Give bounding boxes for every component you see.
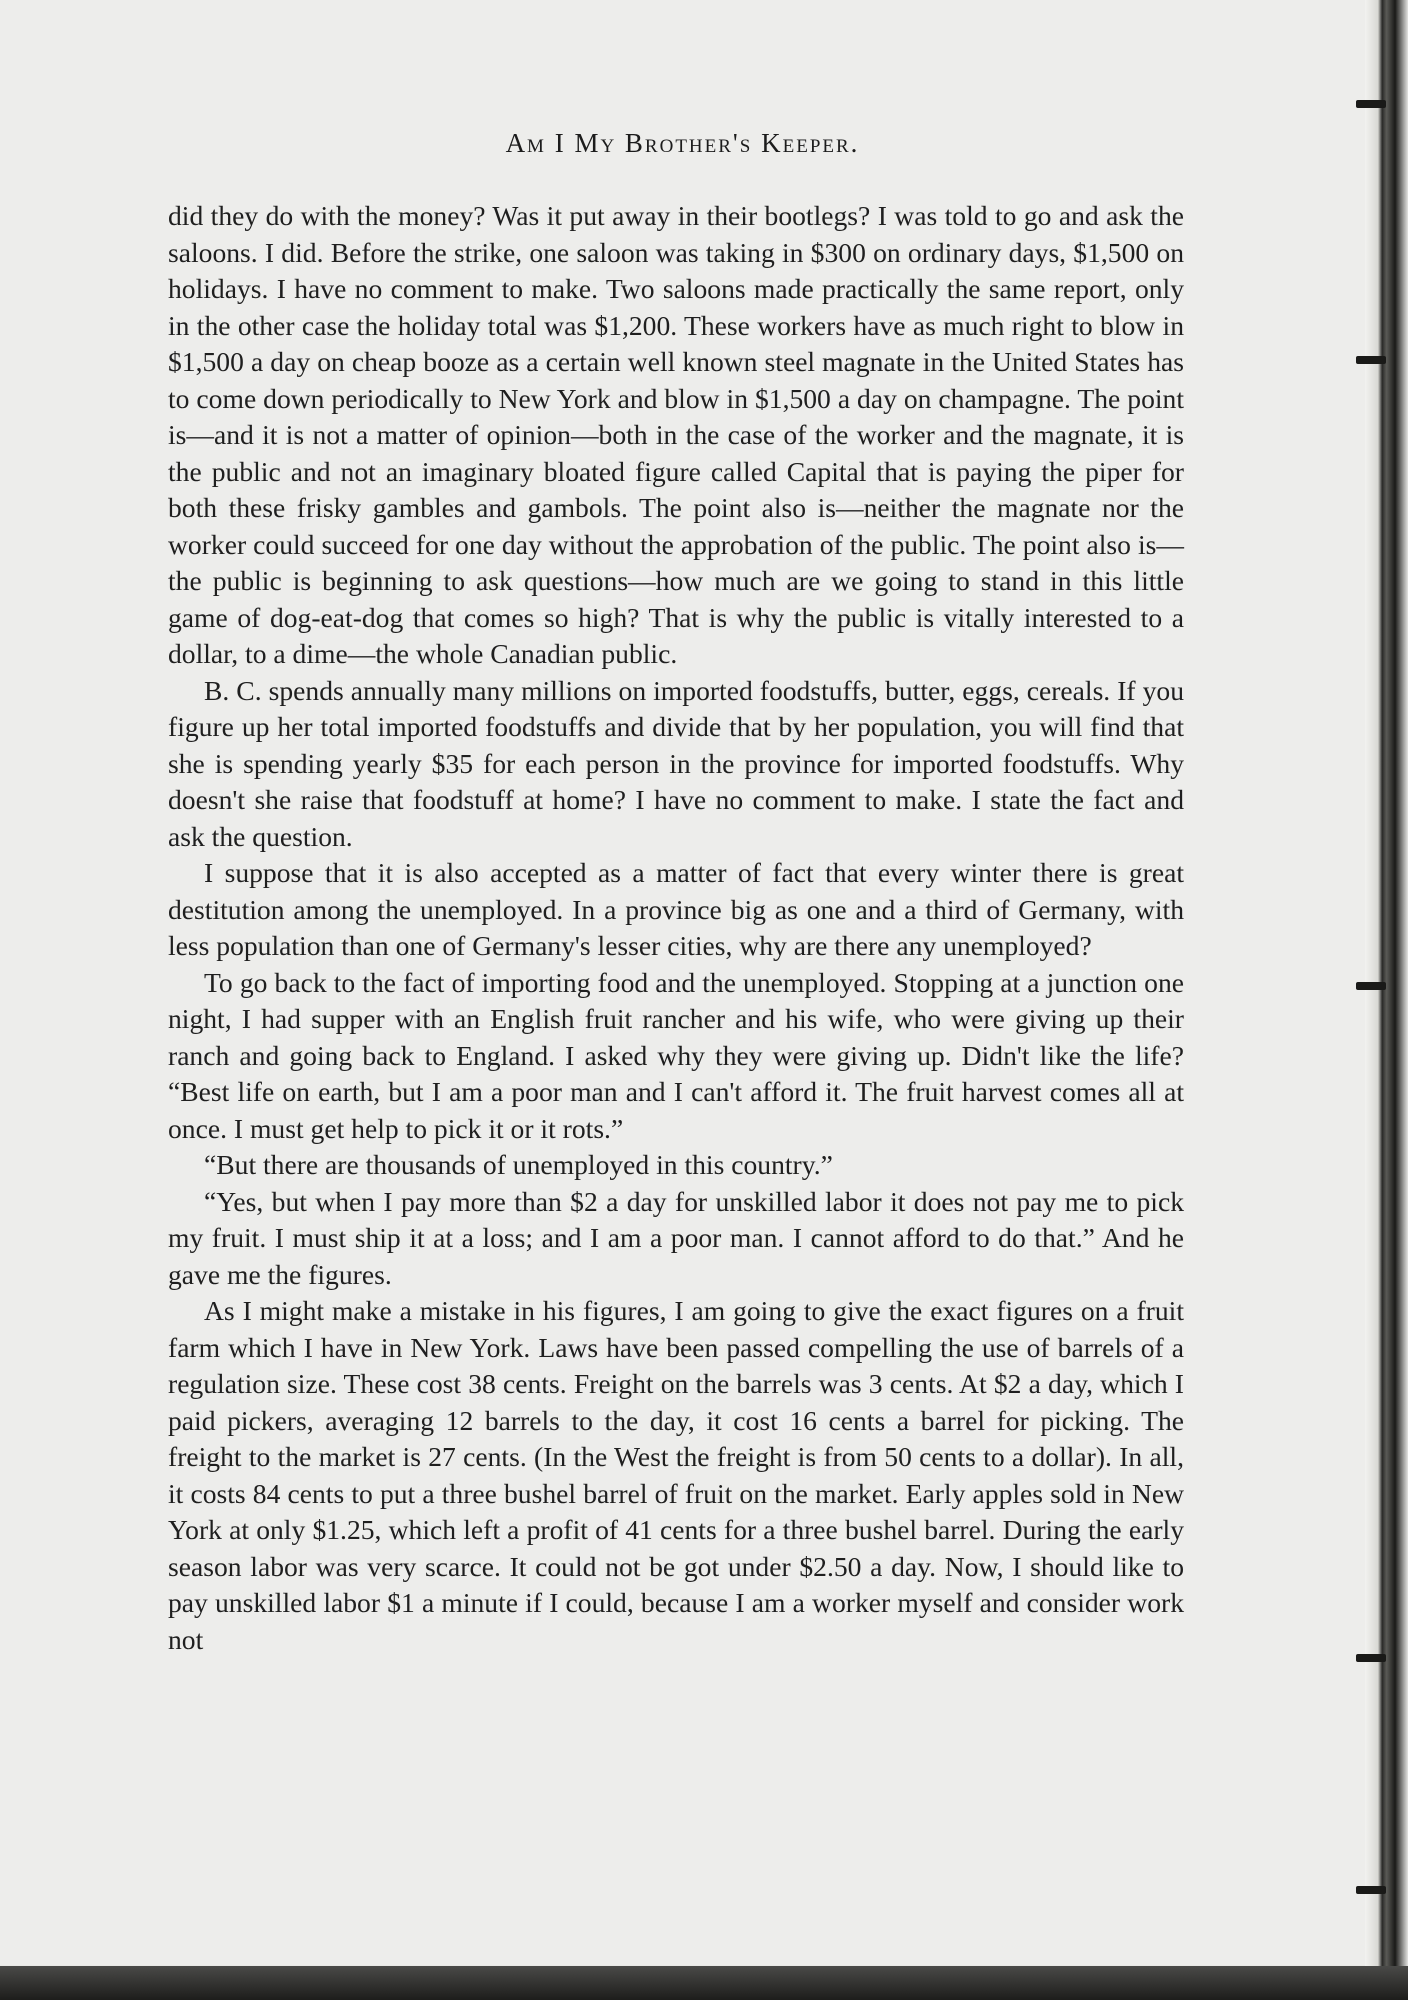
binding-stitch <box>1356 982 1386 990</box>
scan-bottom-edge <box>0 1966 1408 2000</box>
paragraph: As I might make a mistake in his figures, I am going to give the exact figures on a fruit farm which I have in New York. Laws have been passed compelling the use of barrels of a regulation size. These cost 38 cents. Freight on the barrels was 3 cents. At $2 a day, which I paid pickers, averaging 12 barrels to the day, it cost 16 cents a barrel for picking. The freight to the market is 27 cents. (In the West the freight is from 50 cents to a dollar). In all, it costs 84 cents to put a three bushel barrel of fruit on the market. Early apples sold in New York at only $1.25, which left a profit of 41 cents for a three bushel barrel. During the early season labor was very scarce. It could not be got under $2.50 a day. Now, I should like to pay unskilled labor $1 a minute if I could, because I am a worker myself and consider work not <box>168 1295 1184 1655</box>
paragraph: B. C. spends annually many millions on imported foodstuffs, butter, eggs, cereals. If you figure up her total imported foodstuffs and divide that by her population, you will find that she is spending yearly $35 for each person in the province for imported foodstuffs. Why doesn't she raise that foodstuff at home? I have no comment to make. I state the fact and ask the question. <box>168 674 1184 852</box>
page-body-text <box>168 198 1184 1658</box>
running-header: Am I My Brother's Keeper. <box>505 128 860 158</box>
paragraph: “Yes, but when I pay more than $2 a day for unskilled labor it does not pay me to pick my fruit. I must ship it at a loss; and I am a poor man. I cannot afford to do that.” And he gave me the figures. <box>168 1185 1184 1290</box>
paragraph: did they do with the money? Was it put away in their bootlegs? I was told to go and ask the saloons. I did. Before the strike, one saloon was taking in $300 on ordinary days, $1,500 on holidays. I have no comment to make. Two saloons made practically the same report, only in the other case the holiday total was $1,200. These workers have as much right to blow in $1,500 a day on cheap booze as a certain well known steel magnate in the United States has to come down periodically to New York and blow in $1,500 a day on champagne. The point is—and it is not a matter of opinion—both in the case of the worker and the magnate, it is the public and not an imaginary bloated figure called Capital that is paying the piper for both these frisky gambles and gambols. The point also is—neither the magnate nor the worker could succeed for one day without the approbation of the public. The point also is—the public is beginning to ask questions—how much are we going to stand in this little game of dog-eat-dog that comes so high? That is why the public is vitally interested to a dollar, to a dime—the whole Canadian public. <box>168 200 1184 669</box>
book-binding-edge <box>1365 0 1408 2000</box>
binding-stitch <box>1356 1654 1386 1662</box>
binding-stitch <box>1356 1886 1386 1894</box>
paragraph: To go back to the fact of importing food and the unemployed. Stopping at a junction one night, I had supper with an English fruit rancher and his wife, who were giving up their ranch and going back to England. I asked why they were giving up. Didn't like the life? “Best life on earth, but I am a poor man and I can't afford it. The fruit harvest comes all at once. I must get help to pick it or it rots.” <box>168 966 1184 1144</box>
binding-stitch <box>1356 100 1386 108</box>
paragraph: “But there are thousands of unemployed in this country.” <box>204 1149 833 1180</box>
paragraph: I suppose that it is also accepted as a matter of fact that every winter there is great destitution among the unemployed. In a province big as one and a third of Germany, with less population than one of Germany's lesser cities, why are there any unemployed? <box>168 857 1184 961</box>
binding-stitch <box>1356 356 1386 364</box>
